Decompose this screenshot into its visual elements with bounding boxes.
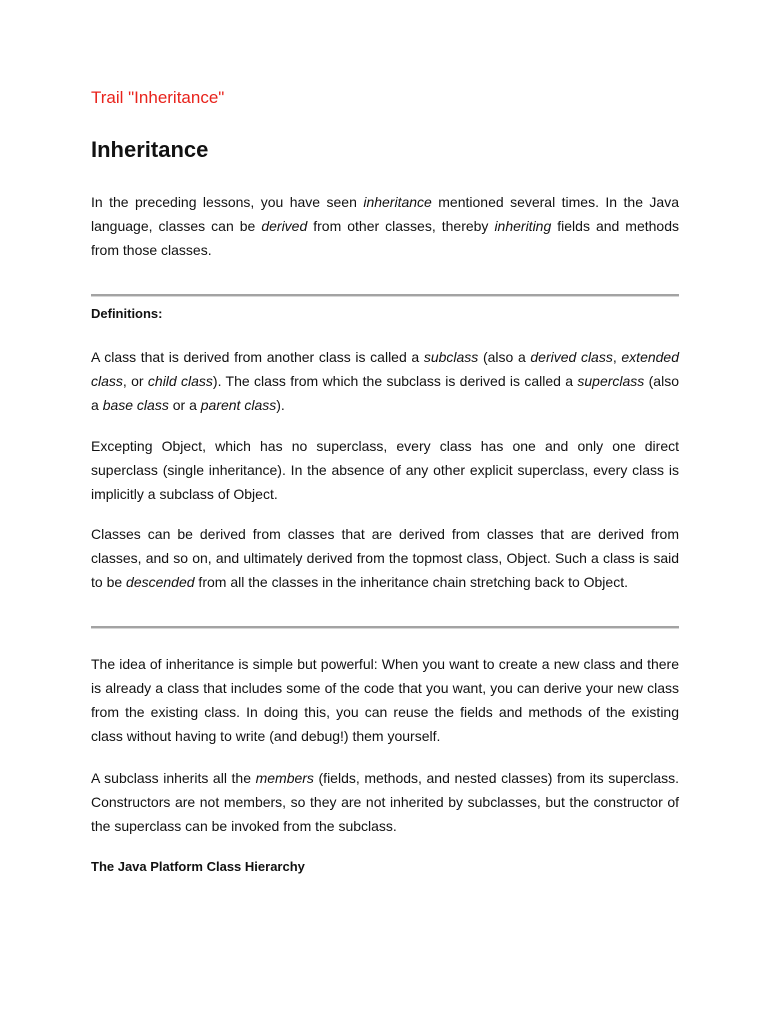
members-paragraph: A subclass inherits all the members (fields, methods, and nested classes) from its superclass. Constructors are not members, so they are not inherited by subclasses, but the constructor of the superclass can be invoked from the subclass. <box>91 770 679 834</box>
idea-paragraph: The idea of inheritance is simple but powerful: When you want to create a new class and there is already a class that includes some of the code that you want, you can derive your new class from the existing class. In doing this, you can reuse the fields and methods of the existing class without having to write (and debug!) them yourself. <box>91 656 679 744</box>
definition-paragraph-2: Excepting Object, which has no superclass, every class has one and only one direct superclass (single inheritance). In the absence of any other explicit superclass, every class is implicitly a subclass of Object. <box>91 438 679 502</box>
intro-paragraph: In the preceding lessons, you have seen inheritance mentioned several times. In the Java language, classes can be derived from other classes, thereby inheriting fields and methods from those classes. <box>91 194 679 258</box>
page-title: Inheritance <box>91 137 209 162</box>
definition-paragraph-1: A class that is derived from another class is called a subclass (also a derived class, extended class, or child class). The class from which the subclass is derived is called a superclass (also a base class or a parent class). <box>91 349 679 413</box>
class-hierarchy-heading: The Java Platform Class Hierarchy <box>91 859 305 874</box>
divider-top <box>91 294 679 297</box>
divider-bottom <box>91 626 679 629</box>
definition-paragraph-3: Classes can be derived from classes that are derived from classes that are derived from classes, and so on, and ultimately derived from the topmost class, Object. Such a class is said to be descended from all the classes in the inheritance chain stretching back to Object. <box>91 526 679 590</box>
definitions-heading: Definitions: <box>91 306 163 321</box>
trail-link[interactable]: Trail "Inheritance" <box>91 88 225 107</box>
